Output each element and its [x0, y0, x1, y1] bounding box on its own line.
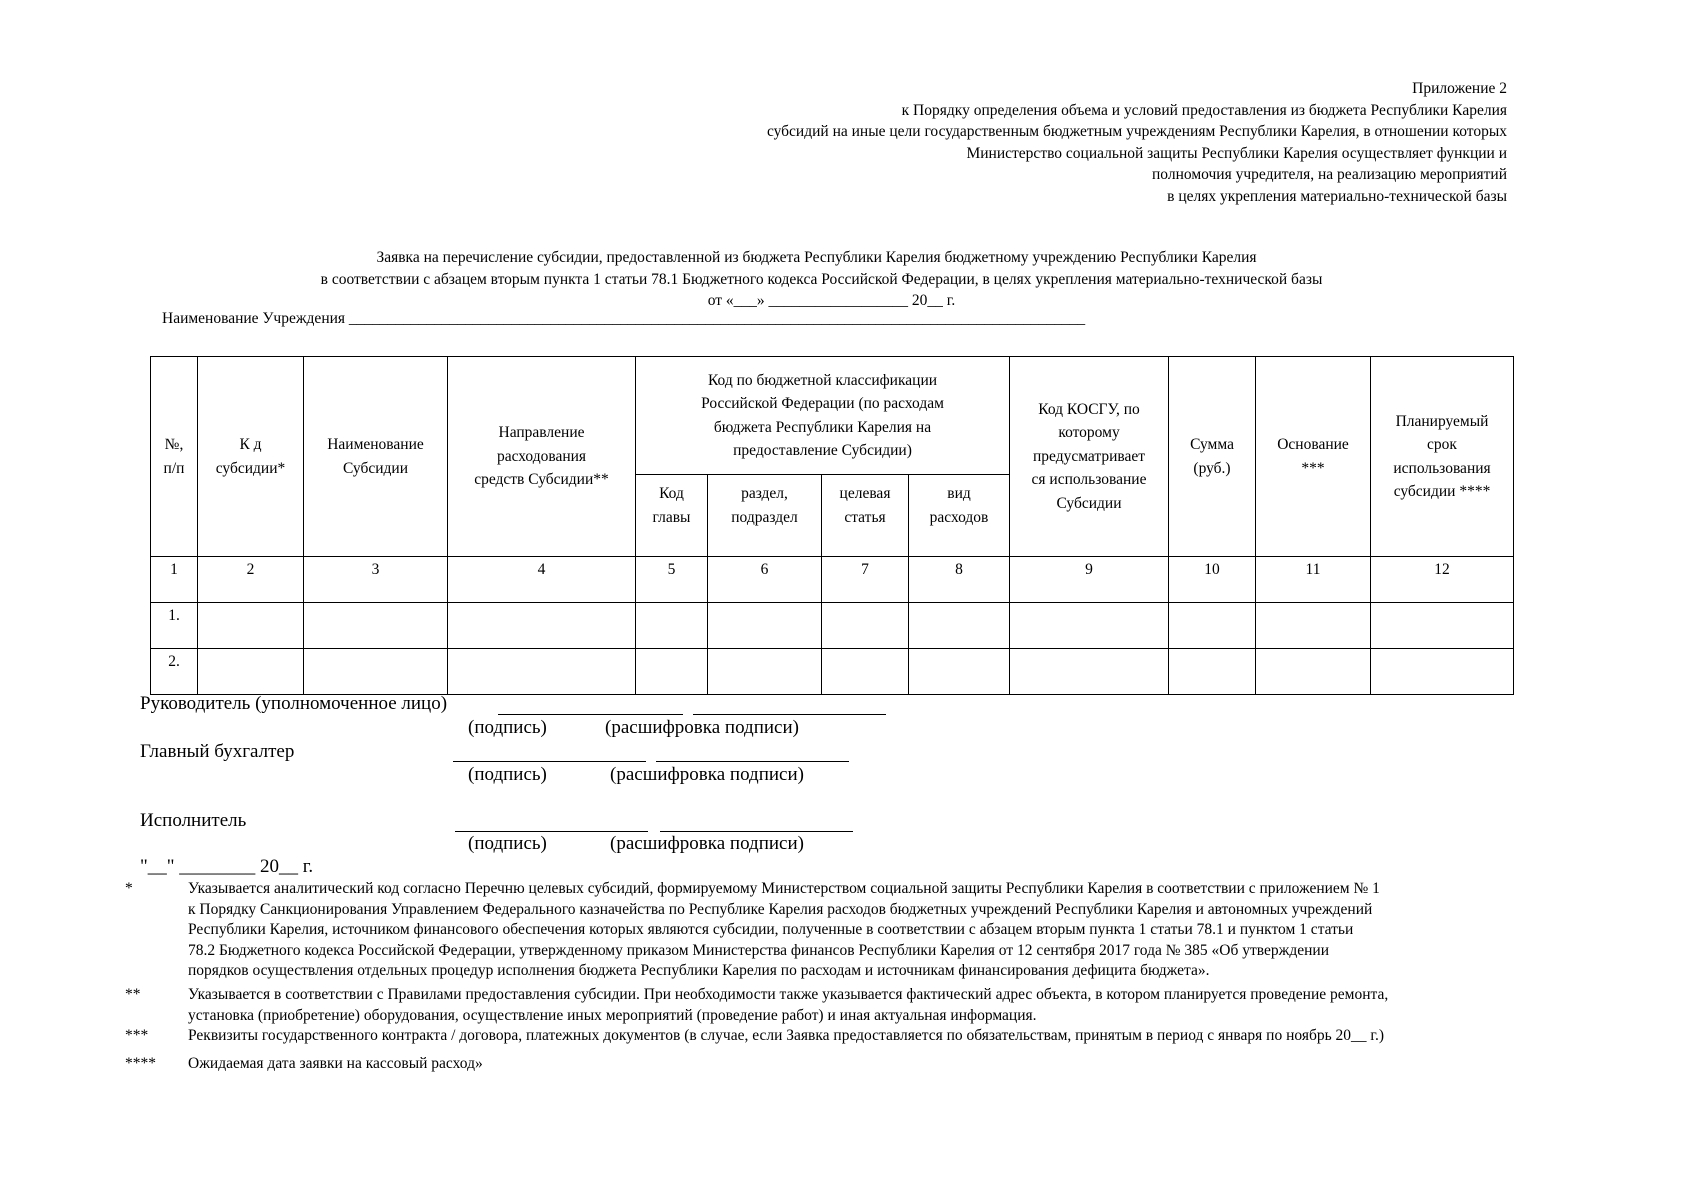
column-number: 11: [1256, 557, 1371, 603]
column-number: 4: [448, 557, 636, 603]
table-cell: [708, 603, 822, 649]
appendix-line: полномочия учредителя, на реализацию мероприятий: [1152, 166, 1507, 183]
table-cell: [1010, 649, 1169, 695]
footnote-mark: *: [125, 880, 133, 897]
executor-signature-line: [455, 831, 648, 832]
column-number: 2: [198, 557, 304, 603]
table-cell: [1256, 603, 1371, 649]
appendix-line: к Порядку определения объема и условий предоставления из бюджета Республики Карелия: [901, 101, 1507, 119]
table-cell: [1169, 649, 1256, 695]
table-cell: [198, 649, 304, 695]
column-number: 9: [1010, 557, 1169, 603]
subsidy-request-table: [150, 356, 1514, 695]
column-number: 6: [708, 557, 822, 603]
column-number: 3: [304, 557, 448, 603]
header-direction: Направление расходования средств Субсидии**: [448, 357, 636, 557]
column-number: 12: [1371, 557, 1514, 603]
header-planned-term: Планируемый срок использования субсидии ****: [1371, 357, 1514, 557]
footnote-1: [188, 879, 1380, 982]
appendix-line: субсидий на иные цели государственным бюджетным учреждениям Республики Карелия, в отношении которых: [766, 123, 1507, 140]
title-line-1: Заявка на перечисление субсидии, предоставленной из бюджета Республики Карелия бюджетному учреждению Республики Карелия: [376, 249, 1257, 266]
table-cell: [448, 603, 636, 649]
footnote-line: к Порядку Санкционирования Управлением Федерального казначейства по Республике Карелия расходов бюджетных учреждений Республики Карелия и автономных учреждений: [188, 900, 1373, 918]
institution-name-line: Наименование Учреждения _______________________________________________________________________________________________: [162, 310, 1086, 327]
signature-caption: (подпись): [468, 764, 547, 785]
table-cell: [708, 649, 822, 695]
row-number: 1.: [151, 603, 198, 649]
header-subsidy-name: Наименование Субсидии: [304, 357, 448, 557]
appendix-header: [767, 78, 1507, 207]
table-cell: [822, 649, 909, 695]
header-expense-kind: вид расходов: [909, 475, 1010, 557]
table-cell: [1010, 603, 1169, 649]
head-signature-line: [498, 714, 683, 715]
header-kosgu: Код КОСГУ, по которому предусматривает ся использование Субсидии: [1010, 357, 1169, 557]
footnote-line: Указывается в соответствии с Правилами предоставления субсидии. При необходимости также указывается фактический адрес объекта, в котором планируется проведение ремонта,: [188, 986, 1389, 1003]
table-cell: [448, 649, 636, 695]
table-cell: [1371, 603, 1514, 649]
signature-date-line: "__" ________ 20__ г.: [140, 856, 314, 877]
table-row: [151, 649, 1514, 695]
footnote-line: Ожидаемая дата заявки на кассовый расход»: [188, 1055, 483, 1072]
footnote-line: Республики Карелия, источником финансового обеспечения которых являются субсидии, полученные в соответствии с абзацем вторым пункта 1 статьи 78.1 и пунктом 1 статьи: [188, 921, 1354, 938]
footnote-2: [188, 985, 1388, 1026]
appendix-line: Министерство социальной защиты Республики Карелия осуществляет функции и: [966, 144, 1507, 162]
footnote-line: порядков осуществления отдельных процедур исполнения бюджета Республики Карелия по расходам и источникам финансирования дефицита бюджета».: [188, 962, 1210, 979]
table-cell: [1256, 649, 1371, 695]
column-number: 1: [151, 557, 198, 603]
row-number: 2.: [151, 649, 198, 695]
header-basis: Основание ***: [1256, 357, 1371, 557]
appendix-line: Приложение 2: [1412, 80, 1507, 97]
table-cell: [636, 603, 708, 649]
footnote-4: [188, 1054, 483, 1075]
footnote-mark: ***: [125, 1027, 149, 1044]
column-number: 10: [1169, 557, 1256, 603]
executor-decoding-line: [660, 831, 853, 832]
footnote-line: Указывается аналитический код согласно Перечню целевых субсидий, формируемому Министерством социальной защиты Республики Карелия в соответствии с приложением № 1: [188, 880, 1380, 897]
table-row: [151, 603, 1514, 649]
signature-caption: (подпись): [468, 717, 547, 738]
table-cell: [822, 603, 909, 649]
table-cell: [909, 649, 1010, 695]
column-number: 8: [909, 557, 1010, 603]
footnote-mark: ****: [125, 1055, 156, 1072]
column-number: 7: [822, 557, 909, 603]
executor-signature-label: Исполнитель: [140, 810, 247, 831]
title-line-2: в соответствии с абзацем вторым пункта 1 статьи 78.1 Бюджетного кодекса Российской Федерации, в целях укрепления материально-технической базы: [320, 270, 1323, 288]
table-cell: [304, 649, 448, 695]
column-number: 5: [636, 557, 708, 603]
table-cell: [304, 603, 448, 649]
document-title: [0, 247, 1697, 312]
header-chief-code: Код главы: [636, 475, 708, 557]
accountant-decoding-line: [656, 761, 849, 762]
header-sum: Сумма (руб.): [1169, 357, 1256, 557]
appendix-line: в целях укрепления материально-технической базы: [1167, 187, 1507, 205]
footnote-3: [188, 1026, 1384, 1047]
table-cell: [198, 603, 304, 649]
decoding-caption: (расшифровка подписи): [605, 717, 799, 738]
signature-caption: (подпись): [468, 833, 547, 854]
table-cell: [1371, 649, 1514, 695]
title-date-line: от «___» __________________ 20__ г.: [707, 292, 956, 309]
head-decoding-line: [693, 714, 886, 715]
accountant-signature-label: Главный бухгалтер: [140, 741, 295, 762]
table-cell: [636, 649, 708, 695]
column-number-row: [151, 557, 1514, 603]
header-num: №, п/п: [151, 357, 198, 557]
header-budget-classification: Код по бюджетной классификации Российской Федерации (по расходам бюджета Республики Карелия на предоставление Субсидии): [636, 357, 1010, 475]
decoding-caption: (расшифровка подписи): [610, 833, 804, 854]
footnote-line: Реквизиты государственного контракта / договора, платежных документов (в случае, если Заявка предоставляется по обязательствам, принятым в период с января по ноябрь 20__ г.): [188, 1027, 1385, 1044]
header-section: раздел, подраздел: [708, 475, 822, 557]
footnote-line: установка (приобретение) оборудования, осуществление иных мероприятий (проведение работ) и иная актуальная информация.: [188, 1006, 1037, 1024]
table-cell: [909, 603, 1010, 649]
table-cell: [1169, 603, 1256, 649]
footnote-line: 78.2 Бюджетного кодекса Российской Федерации, утвержденному приказом Министерства финансов Республики Карелия от 12 сентября 2017 года № 385 «Об утверждении: [188, 941, 1329, 959]
header-subsidy-code: К д субсидии*: [198, 357, 304, 557]
accountant-signature-line: [453, 761, 646, 762]
footnote-mark: **: [125, 986, 141, 1003]
decoding-caption: (расшифровка подписи): [610, 764, 804, 785]
header-target-article: целевая статья: [822, 475, 909, 557]
head-signature-label: Руководитель (уполномоченное лицо): [140, 693, 448, 714]
